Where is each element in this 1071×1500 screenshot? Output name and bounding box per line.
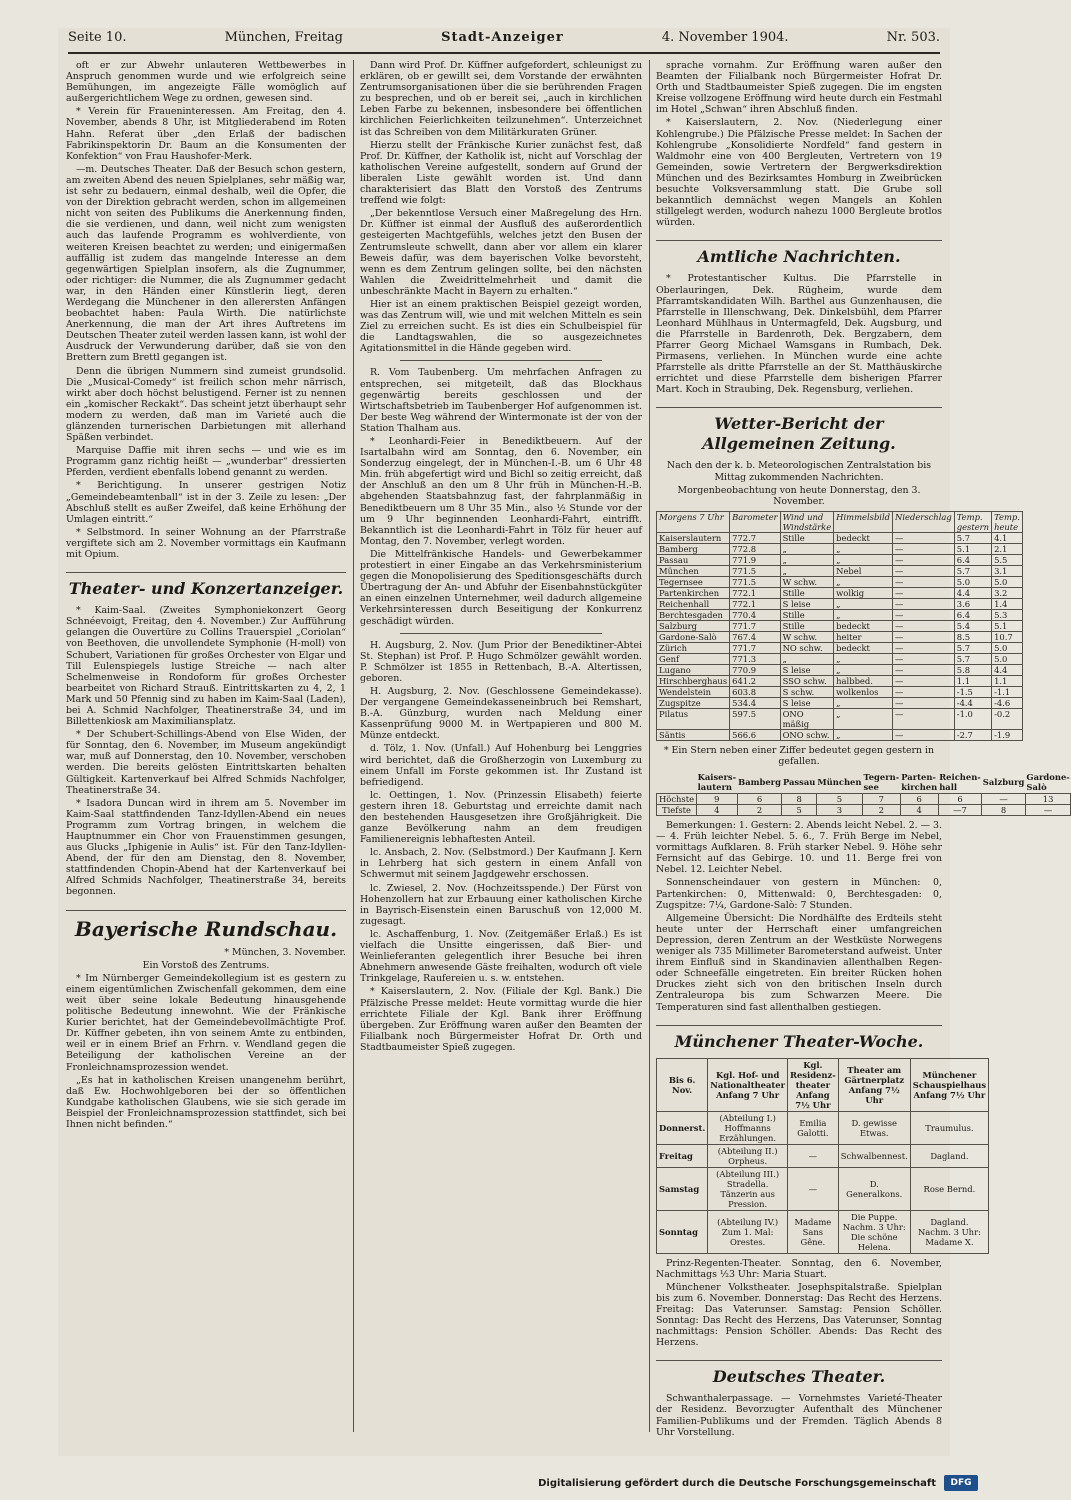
table-cell: Berchtesgaden — [657, 609, 730, 620]
table-cell: 770.9 — [730, 664, 780, 675]
table-cell: ONO schw. — [780, 729, 834, 740]
table-cell: — — [1025, 805, 1070, 816]
table-row — [657, 576, 1023, 587]
weather-subheading: Nach den der k. b. Meteorologischen Zentralstation bis Mittag zukommenden Nachrichten. — [666, 460, 932, 483]
table-cell: 5.7 — [954, 565, 991, 576]
table-cell: 771.9 — [730, 554, 780, 565]
table-cell: 1.4 — [992, 598, 1023, 609]
table-header-cell: München — [817, 777, 862, 787]
article-paragraph: sprache vornahm. Zur Eröffnung waren außer den Beamten der Filialbank noch Bürgermeister Hofrat Dr. Orth und Stadtbaumeister Spieß zugegen. Die im engsten Kreise vollzogene Eröffnung wird heute durch ein Festmahl im Hotel „Schwan“ ihren Abschluß finden. — [656, 60, 942, 116]
table-cell: 6.4 — [954, 609, 991, 620]
table-cell: „ — [780, 554, 834, 565]
table-cell: -4.4 — [954, 697, 991, 708]
table-cell: 3.2 — [992, 587, 1023, 598]
table-cell: 5.7 — [954, 642, 991, 653]
table-cell: S leise — [780, 697, 834, 708]
table-cell: Zugspitze — [657, 697, 730, 708]
article-paragraph: * Kaiserslautern, 2. Nov. (Filiale der Kgl. Bank.) Die Pfälzische Presse meldet: Heute vormittag wurde die hier errichtete Filiale der Kgl. Bank ihrer Eröffnung übergeben. Zur Eröffnung waren außer den Beamten der Filialbank noch Bürgermeister Hofrat Dr. Orth und Stadtbaumeister Spieß zugegen. — [360, 986, 642, 1053]
table-cell: Zürich — [657, 642, 730, 653]
table-header-cell: Temp. heute — [992, 511, 1023, 532]
section-heading-theater-week: Münchener Theater-Woche. — [656, 1025, 942, 1052]
page-number: Seite 10. — [68, 30, 127, 45]
article-paragraph: „Der bekenntlose Versuch einer Maßregelung des Hrn. Dr. Küffner ist einmal der Ausfluß des außerordentlich gesteigerten Machtgefühls, welches jetzt den Busen der Zentrumsleute schwellt, dann aber vor allem ein klarer Beweis dafür, was dem bayerischen Volke bevorsteht, wenn es dem Zentrum gelingen sollte, bei den nächsten Wahlen die Zweidrittelmehrheit und damit die unbeschränkte Macht in Bayern zu erhalten.“ — [360, 208, 642, 297]
table-row — [657, 554, 1023, 565]
table-cell: 5.5 — [992, 554, 1023, 565]
table-cell: W schw. — [780, 631, 834, 642]
table-header-cell: Temp. gestern — [954, 511, 991, 532]
table-cell: — — [893, 532, 955, 543]
table-cell: 641.2 — [730, 675, 780, 686]
table-cell: — — [893, 576, 955, 587]
table-cell: — — [893, 598, 955, 609]
table-row — [657, 805, 1071, 816]
table-cell: Partenkirchen — [657, 587, 730, 598]
table-cell: 1.1 — [954, 675, 991, 686]
article-paragraph: Bemerkungen: 1. Gestern: 2. Abends leicht Nebel. 2. — 3. — 4. Früh leichter Nebel. 5. 6., 7. Früh Berge im Nebel, vormittags Aufklaren. 8. Früh starker Nebel. 9. Höhe sehr Fernsicht auf das Gebirge. 10. und 11. Berge frei von Nebel. 12. Leichter Nebel. — [656, 820, 942, 876]
article-paragraph: Hier ist an einem praktischen Beispiel gezeigt worden, was das Zentrum will, wie und mit welchen Mitteln es sein Ziel zu erreichen sucht. Es ist dies ein Schulbeispiel für die Landtagswahlen, die so ausgezeichnetes Agitationsmittel in die Hände gegeben wird. — [360, 298, 642, 355]
table-header-cell: Kgl. Residenz-theater Anfang 7½ Uhr — [788, 1058, 839, 1111]
table-cell: bedeckt — [834, 532, 893, 543]
table-row — [657, 729, 1023, 740]
weather-table — [656, 511, 1023, 741]
table-cell: 5.3 — [992, 609, 1023, 620]
table-cell: Stille — [780, 532, 834, 543]
article-paragraph: lc. Oettingen, 1. Nov. (Prinzessin Elisabeth) feierte gestern ihren 18. Geburtstag und erreichte damit nach den bestehenden Hausgesetzen ihre Großjährigkeit. Die ganze Bevölkerung nahm an dem freudigen Familienereignis lebhaftesten Anteil. — [360, 789, 642, 846]
table-cell: — — [893, 697, 955, 708]
table-header-cell: Kgl. Hof- und Nationaltheater Anfang 7 Uhr — [708, 1058, 788, 1111]
temperature-grid — [656, 771, 1071, 816]
table-cell: „ — [834, 708, 893, 729]
table-cell: wolkig — [834, 587, 893, 598]
table-cell: 4.4 — [954, 587, 991, 598]
table-header-cell: Barometer — [730, 511, 780, 532]
table-header-cell: Gardone-Salò — [1026, 772, 1070, 792]
table-cell: — — [893, 642, 955, 653]
table-cell: — — [982, 794, 1026, 805]
table-cell: 9 — [697, 794, 738, 805]
table-cell: — — [893, 653, 955, 664]
table-cell: -2.7 — [954, 729, 991, 740]
table-row — [657, 1210, 989, 1253]
table-cell: 5.0 — [992, 653, 1023, 664]
table-cell: — — [893, 664, 955, 675]
table-header-cell — [657, 771, 697, 794]
article-paragraph: Münchener Volkstheater. Josephspitalstraße. Spielplan bis zum 6. November. Donnerstag: Das Recht des Herzens. Freitag: Das Vaterunser. Samstag: Pension Schöller. Sonntag: Das Recht des Herzens, Das Vaterunser, Sonntag nachmittags: Pension Schöller. Abends: Das Recht des Herzens. — [656, 1281, 942, 1349]
table-cell: „ — [780, 543, 834, 554]
table-cell: — — [893, 554, 955, 565]
table-cell: Salzburg — [657, 620, 730, 631]
table-cell: 2 — [862, 805, 900, 816]
table-cell: 534.4 — [730, 697, 780, 708]
table-cell: 5.1 — [992, 620, 1023, 631]
table-cell: S schw. — [780, 686, 834, 697]
footer — [0, 1472, 1000, 1494]
table-cell: W schw. — [780, 576, 834, 587]
table-header-cell: Himmelsbild — [834, 511, 893, 532]
table-cell: NO schw. — [780, 642, 834, 653]
table-cell: Dagland. — [910, 1144, 988, 1167]
table-cell: 772.1 — [730, 587, 780, 598]
table-header-cell: Morgens 7 Uhr — [657, 511, 730, 532]
table-header-cell: Theater am Gärtnerplatz Anfang 7½ Uhr — [838, 1058, 910, 1111]
table-row — [657, 664, 1023, 675]
section-heading-theater: Theater- und Konzertanzeiger. — [66, 572, 346, 599]
footer-credit: Digitalisierung gefördert durch die Deutsche Forschungsgemeinschaft — [538, 1477, 936, 1489]
article-paragraph: Denn die übrigen Nummern sind zumeist grundsolid. Die „Musical-Comedy“ ist freilich schon mehr närrisch, wirkt aber doch höchst belustigend. Ferner ist zu nennen ein „komischer Reckakt“. Das scheint jetzt überhaupt sehr modern zu werden, daß man im Varieté auch die glänzenden turnerischen Darbietungen mit allerhand Späßen verbindet. — [66, 365, 346, 444]
table-cell: heiter — [834, 631, 893, 642]
article-paragraph: * Der Schubert-Schillings-Abend von Else Widen, der für Sonntag, den 6. November, im Museum angekündigt war, muß auf Donnerstag, den 10. November, verschoben werden. Die bereits gelösten Eintrittskarten behalten Gültigkeit. Kartenverkauf bei Alfred Schmids Nachfolger, Theatinerstraße 34. — [66, 729, 346, 796]
section-heading-deutsches-theater: Deutsches Theater. — [656, 1360, 942, 1387]
table-header-cell: Salzburg — [982, 777, 1025, 787]
table-row — [657, 675, 1023, 686]
table-cell: 2 — [737, 805, 782, 816]
table-cell: -4.6 — [992, 697, 1023, 708]
article-paragraph: Marquise Daffie mit ihren sechs — und wie es im Programm ganz richtig heißt — „wunderbar“ dressierten Pferden, verdient ebenfalls lobend genannt zu werden. — [66, 445, 346, 479]
table-cell: Hirschberghaus — [657, 675, 730, 686]
table-cell: — — [893, 620, 955, 631]
table-cell: „ — [834, 697, 893, 708]
article-paragraph: * Verein für Fraueninteressen. Am Freitag, den 4. November, abends 8 Uhr, ist Mitgliederabend im Roten Hahn. Referat über „den Erlaß der badischen Fabrikinspektorin Dr. Baum an die Konsumenten der Konfektion“ von Frau Haushofer-Merk. — [66, 106, 346, 162]
table-cell: 5.0 — [992, 642, 1023, 653]
article-paragraph: Die Mittelfränkische Handels- und Gewerbekammer protestiert in einer Eingabe an das Verkehrsministerium gegen die Monopolisierung des Speditionsgeschäfts durch Übertragung der An- und Abfuhr der Eisenbahnstückgüter an einen einzelnen Unternehmer, weil dadurch allgemeine Verkehrsinteressen durch Beseitigung der Konkurrenz geschädigt würden. — [360, 548, 642, 627]
dfg-logo: DFG — [944, 1475, 978, 1491]
section-heading-amtlich: Amtliche Nachrichten. — [656, 240, 942, 267]
table-cell: Stille — [780, 620, 834, 631]
article-paragraph: * Berichtigung. In unserer gestrigen Notiz „Gemeindebeamtenball“ ist in der 3. Zeile zu lesen: „Der Abschluß stellt es außer Zweifel, daß keine Erhöhung der Umlagen eintritt.“ — [66, 480, 346, 525]
article-paragraph: —m. Deutsches Theater. Daß der Besuch schon gestern, am zweiten Abend des neuen Spielplanes, sehr mäßig war, ist sehr zu bedauern, einmal deshalb, weil die Opfer, die von der Direktion gebracht werden, schon im allgemeinen nicht von seiten des Publikums die Anerkennung finden, die sie verdienen, und dann, weil nicht zum wenigsten auch das laufende Programm es wohlverdiente, von weiteren Kreisen beachtet zu werden; und einigermaßen auffällig ist zudem das mangelnde Interesse an dem gegenwärtigen Spielplan insofern, als die Zugnummer, oder richtiger: die Nummer, die als Zugnummer gedacht war, in den Händen einer Künstlerin liegt, deren Werdegang die Münchener in den allerersten Anfängen beobachtet haben: Paula Wirth. Die natürlichste Anerkennung, die man der Art ihres Auftretens im Deutschen Theater zuteil werden lassen kann, ist wohl der Ausdruck der Verwunderung darüber, daß sie von den Brettern zum Brettl gegangen ist. — [66, 163, 346, 364]
table-header-cell: Bis 6. Nov. — [657, 1058, 708, 1111]
article-subheading: Ein Vorstoß des Zentrums. — [142, 959, 270, 971]
table-cell: bedeckt — [834, 642, 893, 653]
article-paragraph: Allgemeine Übersicht: Die Nordhälfte des Erdteils steht heute unter der Herrschaft einer umfangreichen Depression, deren Zentrum an der Westküste Norwegens weniger als 735 Millimeter Barometerstand aufweist. Unter ihrem Einfluß sind in Skandinavien allenthalben Regen- oder Schneefälle eingetreten. Ein breiter Rücken hohen Druckes zieht sich von den britischen Inseln durch Zentraleuropa bis zum Schwarzen Meere. Die Temperaturen sind fast allenthalben gestiegen. — [656, 912, 942, 1013]
table-cell: wolkenlos — [834, 686, 893, 697]
table-cell: 5.0 — [992, 576, 1023, 587]
table-cell: 771.5 — [730, 576, 780, 587]
column-1 — [66, 60, 346, 1432]
table-cell: Dagland. Nachm. 3 Uhr: Madame X. — [910, 1210, 988, 1253]
table-cell: Donnerst. — [657, 1111, 708, 1144]
table-cell: „ — [834, 543, 893, 554]
table-cell: (Abteilung III.) Stradella. Tänzerin aus Pression. — [708, 1167, 788, 1210]
table-cell: 771.5 — [730, 565, 780, 576]
table-cell: 2.1 — [992, 543, 1023, 554]
table-cell: — — [893, 565, 955, 576]
table-cell: SSO schw. — [780, 675, 834, 686]
article-paragraph: * Protestantischer Kultus. Die Pfarrstelle in Oberlauringen, Dek. Rügheim, wurde dem Pfarramtskandidaten Wilh. Barthel aus Gunzenhausen, die Pfarrstelle in Illenschwang, Dek. Dinkelsbühl, dem Pfarrer Leonhard Mühlhaus in Untermagfeld, Dek. Augsburg, und die Pfarrstelle in Bardenroth, Dek. Bergzabern, dem Pfarrer Georg Michael Wamsgans in Rumbach, Dek. Pirmasens, verliehen. In München wurde eine achte Pfarrstelle als dritte Pfarrstelle an der St. Matthäuskirche errichtet und diese Pfarrstelle dem bisherigen Pfarrer Mart. Koch in Straubing, Dek. Regensburg, verliehen. — [656, 273, 942, 396]
table-row — [657, 1111, 989, 1144]
table-cell: 4.1 — [992, 532, 1023, 543]
table-cell: „ — [834, 576, 893, 587]
table-cell: Tiefste — [657, 805, 697, 816]
table-cell: 5.4 — [954, 620, 991, 631]
table-cell: 6.4 — [954, 554, 991, 565]
table-cell: „ — [834, 609, 893, 620]
table-row — [657, 565, 1023, 576]
table-cell: -1.5 — [954, 686, 991, 697]
table-cell: 8.5 — [954, 631, 991, 642]
article-paragraph: Hierzu stellt der Fränkische Kurier zunächst fest, daß Prof. Dr. Küffner, der Katholik ist, nicht auf Vorschlag der katholischen Vereine aufgestellt, sondern auf Grund der liberalen Liste gewählt worden ist. Und dann charakterisiert das Blatt den Vorstoß des Zentrums treffend wie folgt: — [360, 139, 642, 207]
article-paragraph: * Kaim-Saal. (Zweites Symphoniekonzert Georg Schnéevoigt, Freitag, den 4. November.) Zur Aufführung gelangen die Ouvertüre zu Collins Trauerspiel „Coriolan“ von Beethoven, die unvollendete Symphonie (H-moll) von Schubert, Variationen für großes Orchester von Elgar und Till Eulenspiegels lustige Streiche — nach alter Schelmenweise in Rondoform für großes Orchester bearbeitet von Richard Strauß. Eintrittskarten zu 4, 2, 1 Mark und 50 Pfennig sind zu haben im Kaim-Saal (Laden), bei A. Schmid Nachfolger, Theatinerstraße 34, und im Billettenkiosk am Maximiliansplatz. — [66, 605, 346, 728]
table-cell: — — [893, 675, 955, 686]
table-cell: S leise — [780, 598, 834, 609]
table-cell: — — [893, 631, 955, 642]
table-cell: Emilia Galotti. — [788, 1111, 839, 1144]
table-cell: 770.4 — [730, 609, 780, 620]
table-cell: (Abteilung IV.) Zum 1. Mal: Orestes. — [708, 1210, 788, 1253]
table-cell: Bamberg — [657, 543, 730, 554]
table-cell: ONO mäßig — [780, 708, 834, 729]
table-row — [657, 1167, 989, 1210]
masthead — [68, 30, 940, 54]
table-cell: S leise — [780, 664, 834, 675]
table-cell: „ — [780, 565, 834, 576]
table-cell: D. gewisse Etwas. — [838, 1111, 910, 1144]
table-cell: 3.6 — [954, 598, 991, 609]
article-paragraph: lc. Zwiesel, 2. Nov. (Hochzeitsspende.) Der Fürst von Hohenzollern hat zur Erbauung einer katholischen Kirche in Bayrisch-Eisenstein einen Baruschuß von 12,000 M. zugesagt. — [360, 882, 642, 927]
table-cell: „ — [834, 664, 893, 675]
table-cell: — — [788, 1144, 839, 1167]
table-cell: München — [657, 565, 730, 576]
table-cell: —7 — [938, 805, 982, 816]
table-cell: „ — [834, 598, 893, 609]
table-cell: 4 — [900, 805, 938, 816]
table-cell: Madame Sans Gêne. — [788, 1210, 839, 1253]
table-cell: „ — [834, 554, 893, 565]
table-cell: bedeckt — [834, 620, 893, 631]
article-paragraph: * Im Nürnberger Gemeindekollegium ist es gestern zu einem eigentümlichen Zwischenfall gekommen, dem eine weit über seine lokale Bedeutung hinausgehende politische Bedeutung innewohnt. Wie der Fränkische Kurier berichtet, hat der Gemeindebevollmächtigte Prof. Dr. Küffner gebeten, ihn von seinem Amte zu entbinden, weil er in einem Brief an Frhrn. v. Wendland gegen die Beteiligung der katholischen Vereine an der Fronleichnamsprozession wendet. — [66, 972, 346, 1073]
table-cell: „ — [834, 729, 893, 740]
city-day: München, Freitag — [224, 30, 343, 45]
column-2 — [360, 60, 642, 1432]
newspaper-page — [58, 28, 1070, 1456]
article-paragraph: Dann wird Prof. Dr. Küffner aufgefordert, schleunigst zu erklären, ob er gewillt sei, dem Vorstande der erwähnten Zentrumsorganisationen über die sie berührenden Fragen zu besprechen, und ob er bereit sei, „auch in kirchlichen Leben Farbe zu bekennen, insbesondere bei öffentlichen kirchlichen Feierlichkeiten teilzunehmen“. Unterzeichnet ist das Schreiben von dem Militärkuraten Grüner. — [360, 60, 642, 138]
table-cell: 772.7 — [730, 532, 780, 543]
table-cell: -0.2 — [992, 708, 1023, 729]
table-cell: 4 — [697, 805, 738, 816]
table-cell: 767.4 — [730, 631, 780, 642]
article-paragraph: Prinz-Regenten-Theater. Sonntag, den 6. November, Nachmittags ½3 Uhr: Maria Stuart. — [656, 1257, 942, 1280]
table-cell: — — [893, 708, 955, 729]
table-header-cell: Tegern-see — [863, 772, 900, 792]
article-paragraph: H. Augsburg, 2. Nov. (Geschlossene Gemeindekasse). Der vergangene Gemeindekasseneinbruch bei Remshart, B.-A. Günzburg, wurden nach Meldung einer Kassenprüfung 9000 M. in Wertpapieren und 800 M. Münze entdeckt. — [360, 685, 642, 742]
issue-number: Nr. 503. — [886, 30, 940, 45]
table-header-cell: Wind und Windstärke — [780, 511, 834, 532]
table-cell: Nebel — [834, 565, 893, 576]
column-rule — [649, 60, 650, 1432]
newspaper-title: Stadt-Anzeiger — [441, 30, 564, 45]
table-cell: — — [788, 1167, 839, 1210]
table-cell: Sonntag — [657, 1210, 708, 1253]
table-cell: 5 — [782, 805, 816, 816]
table-row — [657, 532, 1023, 543]
table-cell: 772.1 — [730, 598, 780, 609]
table-cell: -1.9 — [992, 729, 1023, 740]
table-cell: Säntis — [657, 729, 730, 740]
article-paragraph: * Leonhardi-Feier in Benediktbeuern. Auf der Isartalbahn wird am Sonntag, den 6. November, ein Sonderzug eingelegt, der in München-I.-B. um 6 Uhr 48 Min. früh abgefertigt wird und Bichl so zeitig erreicht, daß der Anschluß an den um 8 Uhr früh in München-H.-B. abgehenden Staatsbahnzug fast, der fahrplanmäßig in Benediktbeuern um 8 Uhr 35 Min., also ½ Stunde vor der um 9 Uhr beginnenden Leonhardi-Fahrt, eintrifft. Bekanntlich ist die Leonhardi-Fahrt in Tölz für heuer auf Montag, den 7. November, verlegt worden. — [360, 436, 642, 547]
article-paragraph: * Isadora Duncan wird in ihrem am 5. November im Kaim-Saal stattfindenden Tanz-Idyllen-Abend ein neues Programm zum Vortrag bringen, in welchem die Hauptnummer ein Chor von Frauenstimmen gesungen, aus Glucks „Iphigenie in Aulis“ ist. Für den Tanz-Idyllen-Abend, der für den am Dienstag, den 8. November, stattfindenden Chopin-Abend hat der Kartenverkauf bei Alfred Schmids Nachfolger, Theatinerstraße 34, bereits begonnen. — [66, 797, 346, 898]
article-paragraph: lc. Aschaffenburg, 1. Nov. (Zeitgemäßer Erlaß.) Es ist vielfach die Unsitte eingerissen, daß Bier- und Weinlieferanten gelegentlich ihrer Besuche bei ihren Abnehmern anwesende Gäste freihalten, wodurch oft viele Trinkgelage, Raufereien u. s. w. entstehen. — [360, 928, 642, 985]
table-cell: Höchste — [657, 794, 697, 805]
table-cell: halbbed. — [834, 675, 893, 686]
table-cell: 7 — [862, 794, 900, 805]
article-paragraph: d. Tölz, 1. Nov. (Unfall.) Auf Hohenburg bei Lenggries wird berichtet, daß die Großherzogin von Luxemburg zu einem Unfall im Forste gekommen ist. Ihr Zustand ist befriedigend. — [360, 743, 642, 788]
table-cell: Rose Bernd. — [910, 1167, 988, 1210]
table-cell: Freitag — [657, 1144, 708, 1167]
table-header-cell: Kaisers-lautern — [697, 772, 737, 792]
table-cell: 5.8 — [954, 664, 991, 675]
table-cell: „ — [780, 653, 834, 664]
article-paragraph: H. Augsburg, 2. Nov. (Jum Prior der Benediktiner-Abtei St. Stephan) ist Prof. P. Hugo Schmölzer gewählt worden. P. Schmölzer ist 1855 in Rettenbach, B.-A. Altertissen, geboren. — [360, 639, 642, 684]
table-row — [657, 1144, 989, 1167]
article-paragraph: lc. Ansbach, 2. Nov. (Selbstmord.) Der Kaufmann J. Kern in Lehrberg hat sich gestern in einem Anfall von Schwermut mit seinem Jagdgewehr erschossen. — [360, 847, 642, 881]
section-heading-wetter: Wetter-Bericht der Allgemeinen Zeitung. — [656, 407, 942, 454]
table-cell: Stille — [780, 609, 834, 620]
table-cell: — — [893, 543, 955, 554]
table-cell: Wendelstein — [657, 686, 730, 697]
table-row — [657, 708, 1023, 729]
table-cell: 8 — [782, 794, 816, 805]
article-paragraph: * Selbstmord. In seiner Wohnung an der Pfarrstraße vergiftete sich am 2. November vormittags ein Kaufmann mit Opium. — [66, 526, 346, 561]
table-cell: 6 — [900, 794, 938, 805]
table-row — [657, 697, 1023, 708]
column-rule — [353, 60, 354, 1432]
separator — [400, 360, 602, 361]
table-row — [657, 620, 1023, 631]
issue-date: 4. November 1904. — [661, 30, 789, 45]
table-row — [657, 794, 1071, 805]
table-cell: „ — [834, 653, 893, 664]
table-cell: (Abteilung I.) Hoffmanns Erzählungen. — [708, 1111, 788, 1144]
table-cell: 5 — [816, 794, 862, 805]
table-cell: Traumulus. — [910, 1111, 988, 1144]
table-cell: Schwalbennest. — [838, 1144, 910, 1167]
table-cell: 5.7 — [954, 653, 991, 664]
table-cell: — — [893, 587, 955, 598]
table-header-cell: Passau — [782, 777, 816, 787]
table-cell: Pilatus — [657, 708, 730, 729]
table-cell: (Abteilung II.) Orpheus. — [708, 1144, 788, 1167]
table-row — [657, 543, 1023, 554]
table-cell: 1.1 — [992, 675, 1023, 686]
table-cell: Samstag — [657, 1167, 708, 1210]
table-cell: -1.1 — [992, 686, 1023, 697]
table-cell: Passau — [657, 554, 730, 565]
table-cell: 5.1 — [954, 543, 991, 554]
table-row — [657, 609, 1023, 620]
table-cell: 8 — [982, 805, 1026, 816]
table-row — [657, 598, 1023, 609]
weather-observation-date: Morgenbeobachtung von heute Donnerstag, den 3. November. — [677, 484, 921, 507]
table-cell: 771.7 — [730, 620, 780, 631]
table-header-cell: Münchener Schauspielhaus Anfang 7½ Uhr — [910, 1058, 988, 1111]
article-paragraph: oft er zur Abwehr unlauteren Wettbewerbes in Anspruch genommen wurde und wie erfolgreich seine Bemühungen, im angezeigte Fälle womöglich auf außergerichtlichem Wege zu ordnen, gewesen sind. — [66, 60, 346, 105]
theater-week-table — [656, 1058, 989, 1254]
table-cell: 6 — [737, 794, 782, 805]
article-paragraph: Schwanthalerpassage. — Vornehmstes Varieté-Theater der Residenz. Bevorzugter Aufenthalt des Münchener Familien-Publikums und der Fremden. Täglich Abends 8 Uhr Vorstellung. — [656, 1393, 942, 1438]
table-cell: — — [893, 609, 955, 620]
table-cell: Lugano — [657, 664, 730, 675]
table-cell: 4.4 — [992, 664, 1023, 675]
article-paragraph: „Es hat in katholischen Kreisen unangenehm berührt, daß Ew. Hochwohlgeboren bei der so öffentlichen Kundgabe katholischen Glaubens, wie sie sich gerade im Beispiel der Fronleichnamsprozession stattfindet, sich bei Ihnen nicht befinden.“ — [66, 1074, 346, 1130]
table-row — [657, 587, 1023, 598]
table-cell: 3.1 — [992, 565, 1023, 576]
table-cell: Stille — [780, 587, 834, 598]
weather-note: * Ein Stern neben einer Ziffer bedeutet gegen gestern in gefallen. — [663, 744, 935, 767]
table-cell: 771.3 — [730, 653, 780, 664]
table-row — [657, 642, 1023, 653]
table-cell: 597.5 — [730, 708, 780, 729]
article-paragraph: R. Vom Taubenberg. Um mehrfachen Anfragen zu entsprechen, sei mitgeteilt, daß das Blockhaus gegenwärtig bereits geschlossen und der Wirtschaftsbetrieb im Taubenberger Hof aufgenommen ist. Der beste Weg während der Wintermonate ist der von der Station Thalham aus. — [360, 367, 642, 434]
table-header-cell: Reichen-hall — [939, 772, 981, 792]
table-cell: Gardone-Salò — [657, 631, 730, 642]
table-cell: — — [893, 686, 955, 697]
section-heading-rundschau: Bayerische Rundschau. — [66, 910, 346, 941]
table-row — [657, 653, 1023, 664]
dateline: * München, 3. November. — [224, 946, 346, 958]
table-cell: Reichenhall — [657, 598, 730, 609]
table-cell: 3 — [816, 805, 862, 816]
article-paragraph: * Kaiserslautern, 2. Nov. (Niederlegung einer Kohlengrube.) Die Pfälzische Presse meldet: In Sachen der Kohlengrube „Konsolidierte Nordfeld“ fand gestern in Waldmohr eine von 400 Bergleuten, Vertretern von 19 Gemeinden, sowie Vertretern der Bergwerksdirektion München und des Bezirksamtes Homburg in Zweibrücken besuchte Volksversammlung statt. Die Grube soll bekanntlich demnächst wegen Mangels an Kohlen stillgelegt werden, wodurch nahezu 1000 Bergleute brotlos würden. — [656, 117, 942, 229]
table-cell: 13 — [1025, 794, 1070, 805]
table-cell: 5.0 — [954, 576, 991, 587]
table-cell: Die Puppe. Nachm. 3 Uhr: Die schöne Helena. — [838, 1210, 910, 1253]
table-cell: Tegernsee — [657, 576, 730, 587]
table-header-cell: Bamberg — [738, 777, 781, 787]
table-cell: 772.8 — [730, 543, 780, 554]
table-cell: D. Generalkons. — [838, 1167, 910, 1210]
column-3 — [656, 60, 1070, 1438]
table-cell: 6 — [938, 794, 982, 805]
table-cell: 771.7 — [730, 642, 780, 653]
table-cell: Kaiserslautern — [657, 532, 730, 543]
separator — [400, 633, 602, 634]
table-cell: 10.7 — [992, 631, 1023, 642]
article-paragraph: Sonnenscheindauer von gestern in München: 0, Partenkirchen: 0, Mittenwald: 0, Berchtesgaden: 0, Zugspitze: 7¼, Gardone-Salò: 7 Stunden. — [656, 877, 942, 911]
table-row — [657, 631, 1023, 642]
table-cell: -1.0 — [954, 708, 991, 729]
table-cell: Genf — [657, 653, 730, 664]
table-cell: 603.8 — [730, 686, 780, 697]
table-cell: 5.7 — [954, 532, 991, 543]
table-header-cell: Parten-kirchen — [901, 772, 938, 792]
table-cell: — — [893, 729, 955, 740]
table-row — [657, 686, 1023, 697]
table-header-cell: Niederschlag — [893, 511, 955, 532]
table-cell: 566.6 — [730, 729, 780, 740]
